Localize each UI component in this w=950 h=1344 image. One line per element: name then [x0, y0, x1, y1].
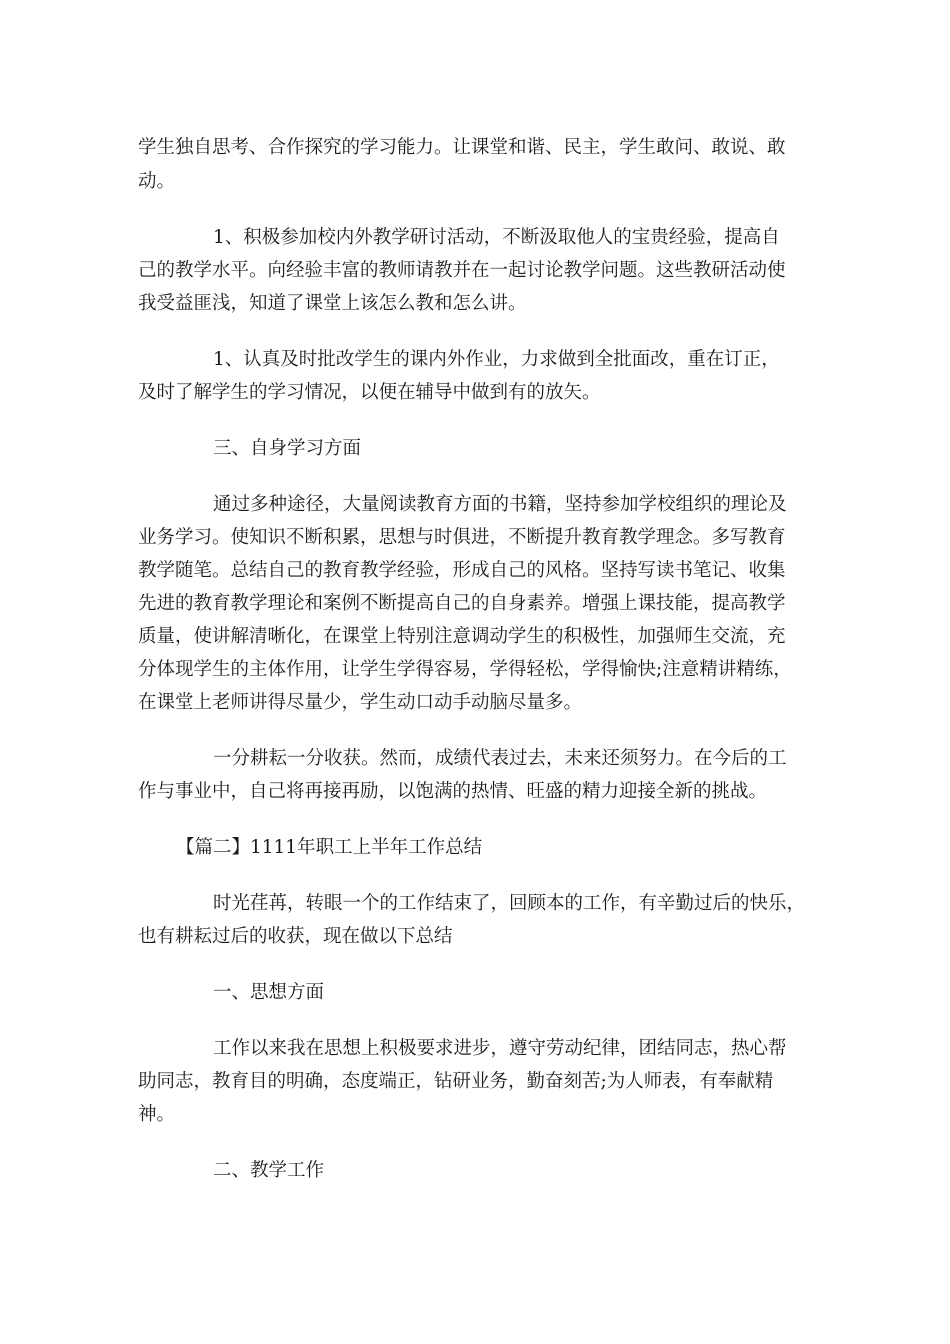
paragraph-line: 及时了解学生的学习情况，以便在辅导中做到有的放矢。 — [138, 382, 601, 403]
paragraph-line: 也有耕耘过后的收获，现在做以下总结 — [138, 926, 453, 947]
section-heading: 三、自身学习方面 — [213, 438, 362, 459]
paragraph-line: 时光荏苒，转眼一个的工作结束了，回顾本的工作，有辛勤过后的快乐， — [213, 893, 806, 914]
paragraph-line: 在课堂上老师讲得尽量少，学生动口动手动脑尽量多。 — [138, 692, 583, 713]
paragraph-line: 助同志，教育目的明确，态度端正，钻研业务，勤奋刻苦;为人师表，有奉献精 — [138, 1071, 774, 1092]
section-heading: 二、教学工作 — [213, 1160, 325, 1181]
paragraph-line: 一分耕耘一分收获。然而，成绩代表过去，未来还须努力。在今后的工 — [213, 748, 787, 769]
paragraph-line: 分体现学生的主体作用，让学生学得容易，学得轻松，学得愉快;注意精讲精练， — [138, 659, 792, 680]
paragraph-line: 工作以来我在思想上积极要求进步，遵守劳动纪律，团结同志，热心帮 — [213, 1038, 787, 1059]
paragraph-line: 教学随笔。总结自己的教育教学经验，形成自己的风格。坚持写读书笔记、收集 — [138, 560, 786, 581]
paragraph-line: 作与事业中，自己将再接再励，以饱满的热情、旺盛的精力迎接全新的挑战。 — [138, 781, 768, 802]
paragraph-line: 1、积极参加校内外教学研讨活动，不断汲取他人的宝贵经验，提高自 — [213, 227, 780, 248]
paragraph-line: 动。 — [138, 171, 176, 192]
paragraph-line: 1、认真及时批改学生的课内外作业，力求做到全批面改，重在订正， — [213, 349, 780, 370]
article-title: 【篇二】1111年职工上半年工作总结 — [176, 837, 483, 858]
paragraph-line: 学生独自思考、合作探究的学习能力。让课堂和谐、民主，学生敢问、敢说、敢 — [138, 137, 786, 158]
paragraph-line: 我受益匪浅，知道了课堂上该怎么教和怎么讲。 — [138, 293, 527, 314]
paragraph-line: 业务学习。使知识不断积累，思想与时俱进，不断提升教育教学理念。多写教育 — [138, 527, 786, 548]
section-heading: 一、思想方面 — [213, 982, 325, 1003]
paragraph-line: 神。 — [138, 1104, 176, 1125]
paragraph-line: 先进的教育教学理论和案例不断提高自己的自身素养。增强上课技能，提高教学 — [138, 593, 786, 614]
paragraph-line: 质量，使讲解清晰化，在课堂上特别注意调动学生的积极性，加强师生交流，充 — [138, 626, 786, 647]
paragraph-line: 通过多种途径，大量阅读教育方面的书籍，坚持参加学校组织的理论及 — [213, 494, 787, 515]
paragraph-line: 己的教学水平。向经验丰富的教师请教并在一起讨论教学问题。这些教研活动使 — [138, 260, 786, 281]
